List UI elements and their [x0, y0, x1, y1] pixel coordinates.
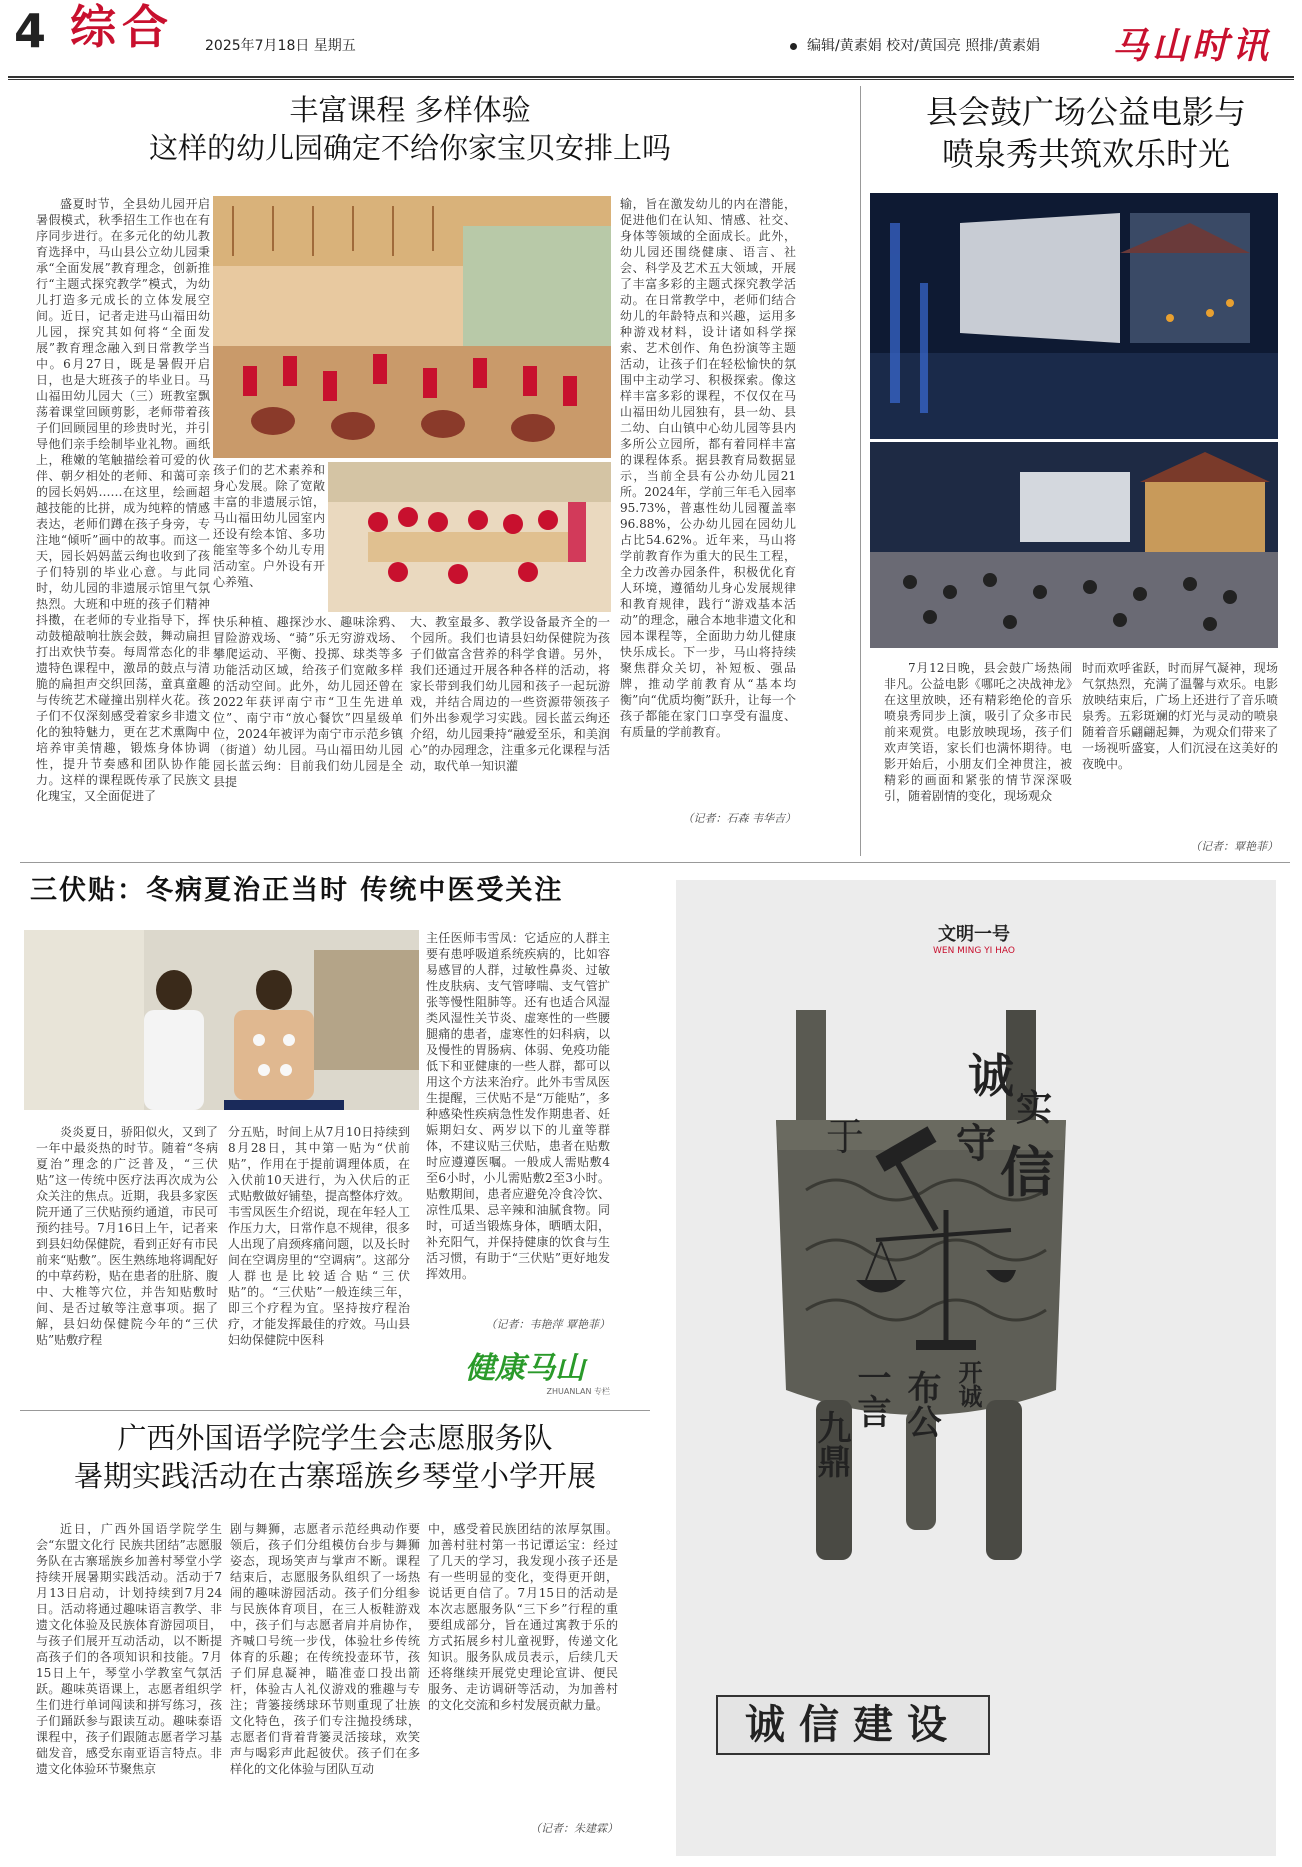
section-title: 综合 [70, 0, 174, 54]
editor-credits [790, 35, 1040, 55]
article4-title-line1: 广西外国语学院学生会志愿服务队 [117, 1421, 553, 1455]
wenming-logo [894, 920, 1054, 956]
masthead-rule-thin [8, 79, 1294, 80]
poster-text-jiuding: 九鼎 [811, 1410, 851, 1478]
article1-col4 [620, 196, 796, 808]
article1-col3b-text: 大、教室最多、教学设备最齐全的一个园所。我们也请县妇幼保健院为孩子们做富含营养的科学食谱。另外，我们还通过开展各种各样的活动，将家长带到我们幼儿园和孩子一起玩游戏，并结合周边的一些资源带领孩子们外出参观学习实践。园长蓝云绚还介绍，幼儿园秉持“融爱至乐，和美润心”的办园理念，注重多元化课程与活动，取代单一知识灌 [410, 615, 610, 773]
article4-col1 [36, 1521, 222, 1859]
article2-col2 [1082, 660, 1278, 840]
integrity-construction-text: 诚信建设 [745, 1701, 961, 1748]
movie-screen-night-photo [870, 193, 1278, 439]
fountain-audience-photo [870, 442, 1278, 648]
column-divider [860, 86, 861, 856]
integrity-construction-banner [716, 1695, 990, 1755]
article2-title-line2: 喷泉秀共筑欢乐时光 [941, 134, 1230, 173]
article4-byline: （记者：朱建霖） [530, 1822, 618, 1835]
article2-title-line1: 县会鼓广场公益电影与 [925, 93, 1246, 131]
issue-date: 2025年7月18日 星期五 [205, 38, 356, 54]
article3-headline: 三伏贴：冬病夏治正当时 传统中医受关注 [30, 875, 564, 906]
article4-col3-text: 中，感受着民族团结的浓厚氛围。加善村驻村第一书记谭运宝：经过了几天的学习，我发现小孩子还是有一些明显的变化，变得更开朗，说话更自信了。7月15日的活动是本次志愿服务队“三下乡”行程的重要组成部分，旨在通过寓教于乐的方式拓展乡村儿童视野，传递文化知识。服务队成员表示，后续几天还将继续开展党史理论宣讲、便民服务、走访调研等活动，为加善村的文化交流和乡村发展贡献力量。 [428, 1522, 618, 1712]
kindergarten-classroom-photo [328, 462, 611, 612]
health-mashan-logo [440, 1352, 610, 1402]
article3-col1 [36, 1124, 218, 1400]
kindergarten-drum-photo [213, 196, 611, 458]
article1-byline: （记者：石森 韦华吉） [682, 812, 796, 825]
masthead [0, 0, 1302, 70]
poster-text-kaicheng: 开诚 [954, 1360, 983, 1408]
article1-col2a-text: 孩子们的艺术素养和身心发展。除了宽敞丰富的非遗展示馆，马山福田幼儿园室内还设有绘本馆、多功能室等多个幼儿专用活动室。户外设有开心养殖、 [213, 463, 325, 589]
article3-col3 [426, 930, 610, 1314]
health-logo-sub: ZHUANLAN 专栏 [546, 1387, 610, 1396]
article2-byline: （记者：覃艳菲） [1190, 840, 1278, 853]
page-number: 4 [14, 4, 47, 58]
scales-of-justice-icon [836, 1120, 1016, 1360]
poster-char-xin: 信 [1000, 1140, 1054, 1204]
article3-col2-text: 分五贴，时间上从7月10日持续到8月28日，其中第一贴为“伏前贴”，作用在于提前调理体质，在入伏前10天进行，为入伏后的正式贴敷做好铺垫，提高整体疗效。韦雪凤医生介绍说，现在年轻人工作压力大，日常作息不规律，很多人出现了肩颈疼痛问题，以及长时间在空调房里的“空调病”。这部分人群也是比较适合贴“三伏贴”的。“三伏贴”一般连续三年，即三个疗程为宜。坚持按疗程治疗，才能发挥最佳的疗效。马山县妇幼保健院中医科 [228, 1125, 410, 1347]
article1-col2b [213, 614, 403, 824]
article2-col1 [884, 660, 1072, 840]
masthead-rule [8, 76, 1294, 78]
section-divider [20, 862, 1290, 863]
article2-headline [878, 92, 1294, 175]
poster-char-shou: 守 [956, 1120, 996, 1167]
article3-col3-text: 主任医师韦雪凤：它适应的人群主要有患呼吸道系统疾病的，比如容易感冒的人群，过敏性鼻炎、过敏性皮肤病、支气管哮喘、支气管扩张等慢性阻肺等。还有也适合风湿类风湿性关节炎、虚寒性的一些腰腿痛的患者，虚寒性的妇科病，以及慢性的胃肠病、体弱、免疫功能低下和亚健康的一些人群，都可以用这个方法来治疗。此外韦雪凤医生提醒，三伏贴不是“万能贴”，多种感染性疾病急性发作期患者、妊娠期妇女、两岁以下的儿童等群体，不建议贴三伏贴，患者在贴敷时应遵遵医嘱。一般成人需贴敷4至6小时，小儿需贴敷2至3小时。贴敷期间，患者应避免冷食冷饮、凉性瓜果、忌辛辣和油腻食物。同时，可适当锻炼身体，晒晒太阳，补充阳气，并保持健康的饮食与生活习惯，有助于“三伏贴”更好地发挥效用。 [426, 931, 610, 1281]
article4-col2 [230, 1521, 420, 1859]
article3-col1-text: 炎炎夏日，骄阳似火，又到了一年中最炎热的时节。随着“冬病夏治”理念的广泛普及，“三伏贴”这一传统中医疗法再次成为公众关注的焦点。近期，我县多家医院开通了三伏贴预约通道，市民可预约挂号。7月16日上午，记者来到县妇幼保健院，看到正好有市民前来“贴敷”。医生熟练地将调配好的中草药粉，贴在患者的肚脐、腹中、大椎等穴位，并告知贴敷时间、是否过敏等注意事项。据了解，县妇幼保健院今年的“三伏贴”贴敷疗程 [36, 1125, 218, 1347]
article4-col2-text: 剧与舞狮，志愿者示范经典动作要领后，孩子们分组模仿台步与舞狮姿态，现场笑声与掌声不断。课程结束后，志愿服务队组织了一场热闹的趣味游园活动。孩子们分组参与民族体育项目，在三人板鞋游戏中，孩子们与志愿者肩并肩协作，齐喊口号统一步伐，体验壮乡传统体育的乐趣；在传统投壶环节，孩子们屏息凝神，瞄准壶口投出箭杆，体验古人礼仪游戏的雅趣与专注；背篓接绣球环节则重现了壮族文化特色，孩子们专注抛投绣球，志愿者们背着背篓灵活接球，欢笑声与喝彩声此起彼伏。孩子们在多样化的文化体验与团队互动 [230, 1522, 420, 1776]
health-logo-text: 健康马山 [465, 1351, 585, 1386]
article4-title-line2: 暑期实践活动在古寨瑶族乡琴堂小学开展 [73, 1458, 596, 1493]
poster-char-cheng: 诚 [968, 1049, 1014, 1103]
article1-col4-text: 输，旨在激发幼儿的内在潜能，促进他们在认知、情感、社交、身体等领域的全面成长。此外，幼儿园还围绕健康、语言、社会、科学及艺术五大领域，开展了丰富多彩的主题式探究教学活动。在日常教学中，老师们结合幼儿的年龄特点和兴趣，运用多种游戏材料，设计诸如科学探索、艺术创作、角色扮演等主题活动，让孩子们在轻松愉快的氛围中主动学习、积极探索。像这样丰富多彩的课程，不仅仅在马山福田幼儿园独有，县一幼、县二幼、白山镇中心幼儿园等县内多所公立园所，都有着同样丰富的课程体系。据县教育局数据显示，当前全县有公办幼儿园21所。2024年，学前三年毛入园率95.73%，普惠性幼儿园覆盖率96.88%，公办幼儿园在园幼儿占比54.62%。近年来，马山将学前教育作为重大的民生工程，全力改善办园条件，积极优化育人环境，遵循幼儿身心发展规律和教育规律，践行“游戏基本活动”的理念，融合本地非遗文化和园本课程等，全面助力幼儿健康快乐成长。下一步，马山将持续聚焦群众关切，补短板、强品牌，推动学前教育从“基本均衡”向“优质均衡”跃升，让每一个孩子都能在家门口享受有温度、有质量的学前教育。 [620, 197, 796, 739]
article4-headline [20, 1420, 650, 1495]
article1-col3b [410, 614, 610, 824]
sanfu-patch-treatment-photo [24, 930, 419, 1110]
poster-text-bugong: 布公 [901, 1370, 941, 1438]
section-divider-2 [20, 1410, 650, 1411]
article3-byline: （记者：韦艳萍 覃艳菲） [485, 1318, 610, 1331]
article1-headline [120, 92, 700, 167]
article4-col1-text: 近日，广西外国语学院学生会“东盟文化行 民族共团结”志愿服务队在古寨瑶族乡加善村琴堂小学持续开展暑期实践活动。活动于7月13日启动，计划持续到7月24日。活动将通过趣味语言教学、非遗文化体验及民族体育游园项目，与孩子们展开互动活动，以不断提高孩子们的各项知识和技能。7月15日上午，琴堂小学教室气氛活跃。趣味英语课上，志愿者组织学生们进行单词闯读和拼写练习，孩子们踊跃参与跟读互动。趣味泰语课程中，孩子们跟随志愿者学习基础发音，感受东南亚语言特点。非遗文化体验环节聚焦京 [36, 1522, 222, 1776]
article4-col3 [428, 1521, 618, 1817]
article1-col1-text: 盛夏时节，全县幼儿园开启暑假模式，秋季招生工作也在有序同步进行。在多元化的幼儿教育选择中，马山县公立幼儿园秉承“全面发展”教育理念，创新推行“主题式探究教学”模式，为幼儿打造多元成长的立体发展空间。近日，记者走进马山福田幼儿园，探究其如何将“全面发展”教育理念融入到日常教学当中。6月27日，既是暑假开启日，也是大班孩子的毕业日。马山福田幼儿园大（三）班教室飘荡着课堂回顾剪影，老师带着孩子们回顾园里的珍贵时光，并引导他们亲手绘制毕业礼物。画纸上，稚嫩的笔触描绘着可爱的伙伴、朝夕相处的老师、和蔼可亲的园长妈妈……在这里，绘画超越技能的比拼，成为纯粹的情感表达，老师们蹲在孩子身旁，专注地“倾听”画中的故事。而这一天，园长妈妈蓝云绚也收到了孩子们特别的毕业心意。与此同时，幼儿园的非遗展示馆里气氛热烈。大班和中班的孩子们精神抖擞，在老师的专业指导下，挥动鼓槌敲响壮族会鼓，舞动扁担打出欢快节奏。每周常态化的非遗特色课程中，激昂的鼓点与清脆的扁担声交织回荡，童真童趣与传统艺术碰撞出别样火花。孩子们不仅深刻感受着家乡非遗文化的独特魅力，更在艺术熏陶中培养审美情趣，锻炼身体协调性，提升节奏感和团队协作能力。这样的课程既传承了民族文化瑰宝，又全面促进了 [36, 197, 210, 803]
editor-credits-text: 编辑/黄素娟 校对/黄国亮 照排/黄素娟 [807, 38, 1041, 54]
wenming-logo-sub: WEN MING YI HAO [932, 946, 1016, 956]
article1-title-line1: 丰富课程 多样体验 [289, 93, 531, 127]
article2-col2-text: 时而欢呼雀跃，时而屏气凝神，现场气氛热烈，充满了温馨与欢乐。电影放映结束后，广场上还进行了音乐喷泉秀。五彩斑斓的灯光与灵动的喷泉随着音乐翩翩起舞，为观众们带来了一场视听盛宴，人们沉浸在这美好的夜晚中。 [1082, 661, 1278, 771]
article3-col2 [228, 1124, 410, 1400]
bullet-icon [790, 43, 797, 50]
newspaper-brand: 马山时讯 [1112, 25, 1273, 67]
article1-col2b-text: 快乐种植、趣探沙水、趣味涂鸦、冒险游戏场、“骑”乐无穷游戏场、攀爬运动、平衡、投掷、球类等多功能活动区域，给孩子们宽敞多样的活动空间。此外，幼儿园还曾在2022年获评南宁市“卫生先进单位”、南宁市“放心餐饮”四星级单位，2024年被评为南宁市示范乡镇（街道）幼儿园。马山福田幼儿园园长蓝云绚：目前我们幼儿园是全县提 [213, 615, 403, 789]
article2-col1-text: 7月12日晚，县会鼓广场热闹非凡。公益电影《哪吒之决战神龙》在这里放映，还有精彩绝伦的音乐喷泉秀同步上演，吸引了众多市民前来观赏。电影放映现场，孩子们欢声笑语，家长们也满怀期待。电影开始后，小朋友们全神贯注，被精彩的画面和紧张的情节深深吸引，随着剧情的变化，现场观众 [884, 661, 1072, 803]
poster-text-yiyan: 一言 [851, 1360, 891, 1428]
wenming-logo-text: 文明一号 [938, 924, 1010, 945]
poster-char-shi: 实 [1016, 1087, 1053, 1129]
article1-col2a [213, 462, 325, 612]
article1-title-line2: 这样的幼儿园确定不给你家宝贝安排上吗 [148, 130, 671, 165]
poster-char-yu: 于 [826, 1115, 865, 1159]
integrity-poster [676, 880, 1276, 1856]
